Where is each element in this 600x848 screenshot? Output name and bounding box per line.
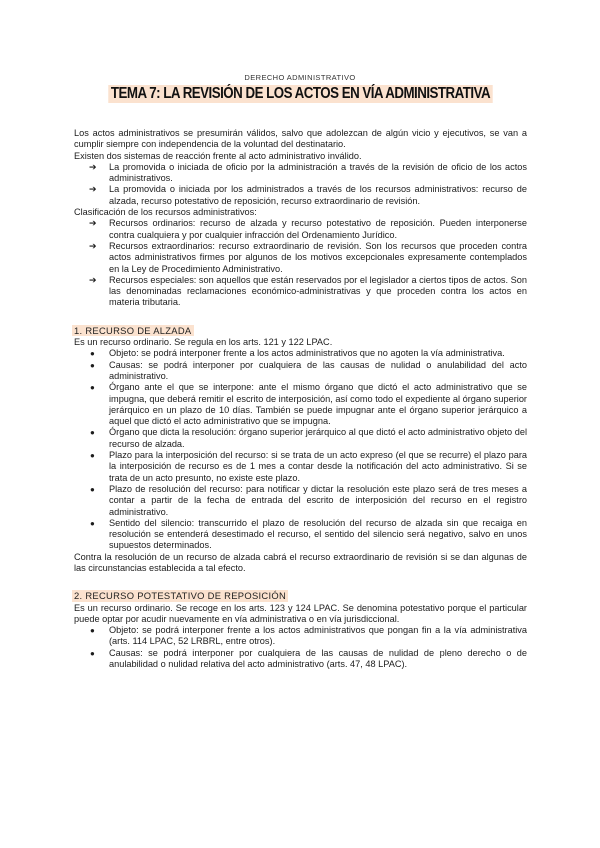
list-item: ● Plazo de resolución del recurso: para notificar y dictar la resolución este plazo será de tres meses a contar a partir de la fecha de entrada del escrito de interposición del recurso en el registro administrativo. [90, 483, 527, 517]
bullet-icon: ● [90, 451, 95, 461]
section-alzada [74, 325, 527, 575]
section-heading: 2. RECURSO POTESTATIVO DE REPOSICIÓN [74, 590, 287, 602]
intro-paragraph: Los actos administrativos se presumirán válidos, salvo que adolezcan de algún vicio y ejecutivos, se van a cumplir siempre con independencia de la voluntad del destinatario. [74, 128, 527, 150]
list-item: ➔ Recursos especiales: son aquellos que están reservados por el legislador a ciertos tipos de actos. Son las denominadas reclamaciones económico-administrativas y que proceden contra los actos en materia tributaria. [89, 274, 527, 308]
list-item: ➔ La promovida o iniciada por los administrados a través de los recursos administrativos: recurso de alzada, recurso potestativo de reposición, recurso extraordinario de revisión. [89, 184, 527, 206]
arrow-icon: ➔ [89, 218, 97, 229]
arrow-icon: ➔ [89, 240, 97, 251]
classification-list [74, 218, 527, 308]
list-item: ➔ Recursos extraordinarios: recurso extraordinario de revisión. Son los recursos que proceden contra actos administrativos firmes por algunos de los motivos excepcionales expresamente contemplados en la Ley de Procedimiento Administrativo. [89, 240, 527, 274]
document-body [74, 128, 527, 670]
bullet-icon: ● [90, 383, 95, 393]
systems-list [74, 162, 527, 207]
bullet-icon: ● [90, 360, 95, 370]
section-closing: Contra la resolución de un recurso de alzada cabrá el recurso extraordinario de revisión si se dan algunas de las circunstancias establecida a tal efecto. [74, 551, 527, 573]
list-item: ● Objeto: se podrá interponer frente a los actos administrativos que pongan fin a la vía administrativa (arts. 114 LPAC, 52 LRBRL, entre otros). [90, 625, 527, 647]
subject-header: DERECHO ADMINISTRATIVO [244, 73, 356, 82]
list-item: ● Causas: se podrá interponer por cualquiera de las causas de nulidad o anulabilidad del acto administrativo. [90, 359, 527, 381]
list-item: ● Órgano ante el que se interpone: ante el mismo órgano que dictó el acto administrativo que se impugna, que deberá remitir el escrito de interposición, así como todo el expediente al órgano superior jerárquico en un plazo de 10 días. También se puede impugnar ante el órgano superior jerárquico a aquel que dictó el acto administrativo que se impugna. [90, 382, 527, 427]
arrow-icon: ➔ [89, 161, 97, 172]
bullet-icon: ● [90, 518, 95, 528]
reposicion-list [74, 625, 527, 670]
bullet-icon: ● [90, 428, 95, 438]
classification-lead: Clasificación de los recursos administrativos: [74, 207, 257, 218]
bullet-icon: ● [90, 626, 95, 636]
page-title [0, 85, 600, 103]
section-reposicion [74, 590, 527, 670]
section-lead: Es un recurso ordinario. Se regula en los arts. 121 y 122 LPAC. [74, 337, 333, 348]
list-item: ● Objeto: se podrá interponer frente a los actos administrativos que no agoten la vía administrativa. [90, 348, 505, 359]
list-item: ➔ La promovida o iniciada de oficio por la administración a través de la revisión de oficio de los actos administrativos. [89, 161, 527, 184]
intro-systems-lead: Existen dos sistemas de reacción frente al acto administrativo inválido. [74, 150, 362, 161]
list-item: ● Causas: se podrá interponer por cualquiera de las causas de nulidad de pleno derecho o de anulabilidad o nulidad relativa del acto administrativo (arts. 47, 48 LPAC). [90, 647, 527, 670]
section-heading: 1. RECURSO DE ALZADA [74, 324, 192, 336]
bullet-icon: ● [90, 349, 95, 359]
bullet-icon: ● [90, 484, 95, 494]
alzada-list [74, 348, 527, 551]
page-title-text: TEMA 7: LA REVISIÓN DE LOS ACTOS EN VÍA ADMINISTRATIVA [108, 85, 492, 103]
arrow-icon: ➔ [89, 274, 97, 285]
bullet-icon: ● [90, 648, 95, 658]
list-item: ● Órgano que dicta la resolución: órgano superior jerárquico al que dictó el acto administrativo objeto del recurso de alzada. [90, 427, 527, 449]
arrow-icon: ➔ [89, 184, 97, 195]
list-item: ➔ Recursos ordinarios: recurso de alzada y recurso potestativo de reposición. Pueden interponerse contra cualquiera y por cualquier infracción del Ordenamiento Jurídico. [89, 218, 527, 240]
list-item: ● Plazo para la interposición del recurso: si se trata de un acto expreso (el que se recurre) el plazo para la interposición de recurso es de 1 mes a contar desde la notificación del acto administrativo. Si se trata de un acto presunto, no existe este plazo. [90, 450, 527, 483]
section-lead: Es un recurso ordinario. Se recoge en los arts. 123 y 124 LPAC. Se denomina potestativo porque el particular puede optar por acudir nuevamente en vía administrativa o en vía jurisdiccional. [74, 602, 527, 624]
list-item: ● Sentido del silencio: transcurrido el plazo de resolución del recurso de alzada sin que recaiga en resolución se entenderá desestimado el recurso, el sentido del silencio será negativo, salvo en unos supuestos determinados. [90, 517, 527, 551]
